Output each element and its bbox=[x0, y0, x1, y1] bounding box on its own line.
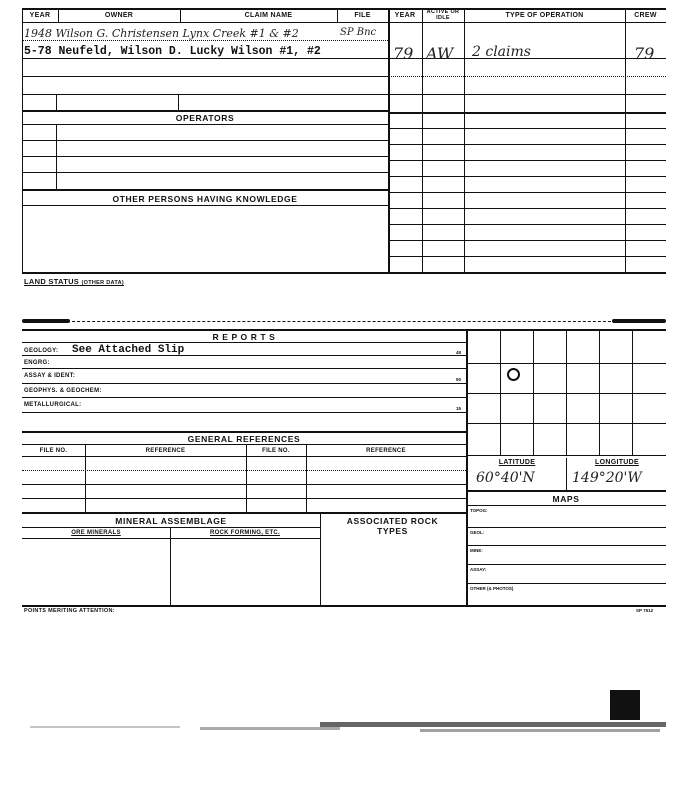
points-meriting-attention: POINTS MERITING ATTENTION: bbox=[24, 608, 115, 614]
report-label-geophys: GEOPHYS. & GEOCHEM: bbox=[24, 388, 102, 394]
header-year-right: YEAR bbox=[394, 12, 416, 19]
operation-crew: 79 bbox=[634, 44, 655, 63]
other-persons-title: OTHER PERSONS HAVING KNOWLEDGE bbox=[112, 194, 298, 204]
header-claim-name: CLAIM NAME bbox=[244, 12, 293, 19]
report-num-geology: 48 bbox=[456, 350, 462, 355]
reports-title: R E P O R T S bbox=[212, 332, 276, 342]
header-type-of-operation: TYPE OF OPERATION bbox=[505, 12, 584, 19]
location-marker-icon bbox=[507, 368, 520, 381]
report-num-metallurgical: 15 bbox=[456, 406, 462, 411]
report-label-engrg: ENGRG: bbox=[24, 360, 50, 366]
general-references-title: GENERAL REFERENCES bbox=[187, 434, 301, 444]
gr-file-no-2: FILE NO. bbox=[262, 448, 290, 454]
longitude-value: 149°20'W bbox=[572, 470, 642, 486]
operation-year: 79 bbox=[393, 44, 414, 63]
maps-row-topog: TOPOG: bbox=[470, 508, 488, 513]
mineral-assemblage-title: MINERAL ASSEMBLAGE bbox=[115, 516, 227, 526]
latitude-label: LATITUDE bbox=[498, 459, 536, 466]
maps-row-other: OTHER (& PHOTOS) bbox=[470, 586, 514, 591]
report-label-assay: ASSAY & IDENT: bbox=[24, 373, 76, 379]
ore-minerals-label: ORE MINERALS bbox=[71, 530, 121, 536]
owner-row-1-file: SP Bnc bbox=[340, 27, 377, 38]
report-value-geology: See Attached Slip bbox=[72, 344, 185, 356]
operators-title: OPERATORS bbox=[175, 113, 235, 123]
latitude-value: 60°40'N bbox=[476, 470, 535, 486]
gr-reference-2: REFERENCE bbox=[366, 448, 406, 454]
header-crew: CREW bbox=[634, 12, 657, 19]
owner-row-1: 1948 Wilson G. Christensen Lynx Creek #1 & #2 bbox=[24, 27, 299, 40]
header-file: FILE bbox=[354, 12, 371, 19]
operation-type: 2 claims bbox=[472, 44, 531, 60]
maps-row-assay: ASSAY: bbox=[470, 567, 487, 572]
associated-rock-types: ASSOCIATED ROCK TYPES bbox=[346, 516, 439, 536]
land-status-label: LAND STATUS (OTHER DATA) bbox=[24, 277, 124, 286]
report-num-assay: 50 bbox=[456, 377, 462, 382]
header-active-or-idle: ACTIVE OR IDLE bbox=[426, 9, 460, 21]
rock-forming-label: ROCK FORMING, ETC. bbox=[209, 530, 281, 536]
header-year: YEAR bbox=[29, 12, 51, 19]
maps-row-mine: MINE: bbox=[470, 548, 483, 553]
header-owner: OWNER bbox=[104, 12, 134, 19]
longitude-label: LONGITUDE bbox=[595, 459, 639, 466]
owner-row-2: 5-78 Neufeld, Wilson D. Lucky Wilson #1, #2 bbox=[24, 45, 321, 58]
operation-status: AW bbox=[426, 44, 454, 63]
report-label-metallurgical: METALLURGICAL: bbox=[24, 402, 82, 408]
maps-row-geol: GEOL: bbox=[470, 530, 485, 535]
maps-title: MAPS bbox=[552, 494, 580, 504]
report-label-geology: GEOLOGY: bbox=[24, 348, 59, 354]
form-number: SP 7512 bbox=[636, 608, 654, 613]
gr-reference-1: REFERENCE bbox=[145, 448, 186, 454]
gr-file-no-1: FILE NO. bbox=[39, 448, 68, 454]
